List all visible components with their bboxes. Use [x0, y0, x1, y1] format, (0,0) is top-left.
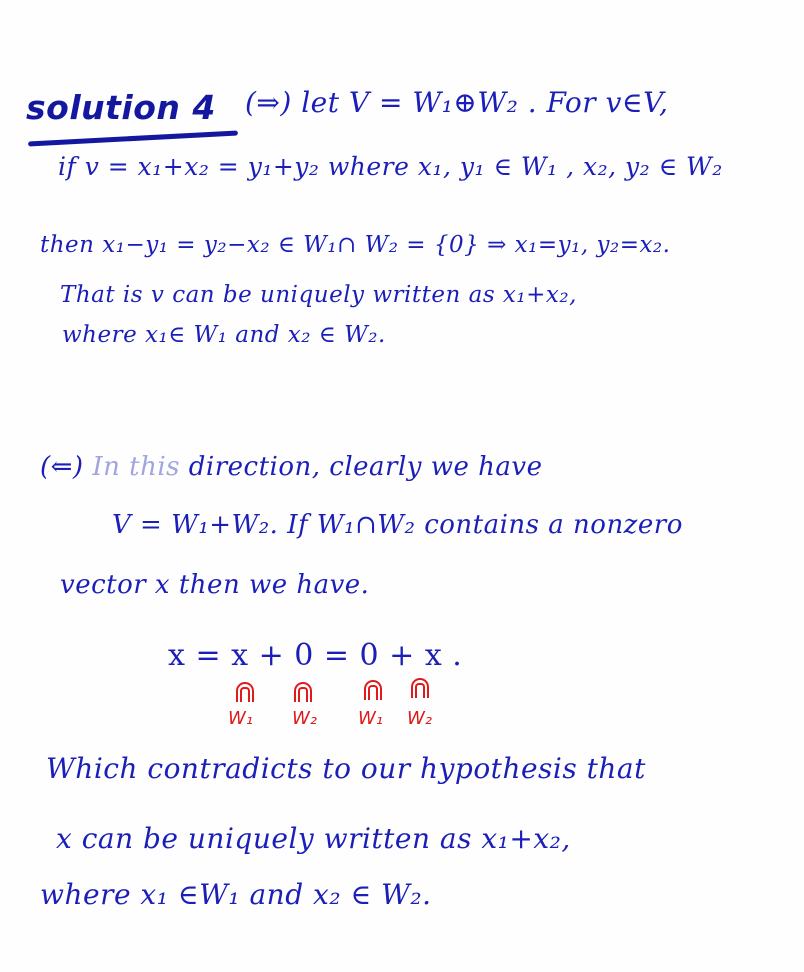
converse-arrow: (⇐) [40, 452, 93, 482]
annotation-w1: W₁ [228, 708, 254, 729]
backward-line-1-rest: direction, clearly we have [179, 452, 543, 482]
backward-line-6: where x₁ ∈W₁ and x₂ ∈ W₂. [40, 878, 432, 911]
heading-underline [28, 131, 238, 147]
annotation-w2: W₂ [292, 708, 318, 729]
forward-line-5: where x₁∈ W₁ and x₂ ∈ W₂. [62, 322, 386, 348]
subset-arc-icon [294, 682, 312, 702]
backward-line-2: V = W₁+W₂. If W₁∩W₂ contains a nonzero [112, 510, 683, 540]
backward-line-4: Which contradicts to our hypothesis that [46, 752, 646, 785]
solution-heading: solution 4 [26, 88, 216, 127]
faded-text: In this [92, 452, 180, 482]
forward-line-2: if v = x₁+x₂ = y₁+y₂ where x₁, y₁ ∈ W₁ , x₂, y₂ ∈ W₂ [58, 152, 723, 181]
forward-line-3: then x₁−y₁ = y₂−x₂ ∈ W₁∩ W₂ = {0} ⇒ x₁=y₁, y₂=x₂. [40, 232, 671, 258]
backward-line-5: x can be uniquely written as x₁+x₂, [56, 822, 571, 855]
decomposition-equation: x = x + 0 = 0 + x . [168, 638, 463, 673]
backward-line-1 [40, 452, 542, 482]
forward-line-4: That is v can be uniquely written as x₁+x₂, [60, 282, 577, 308]
subset-arc-icon [364, 680, 382, 700]
subset-arc-icon [411, 678, 429, 698]
subset-arc-icon [236, 682, 254, 702]
forward-line-1: (⇒) let V = W₁⊕W₂ . For v∈V, [245, 86, 669, 119]
annotation-w1: W₁ [358, 708, 384, 729]
backward-line-3: vector x then we have. [60, 570, 370, 600]
annotation-w2: W₂ [407, 708, 433, 729]
